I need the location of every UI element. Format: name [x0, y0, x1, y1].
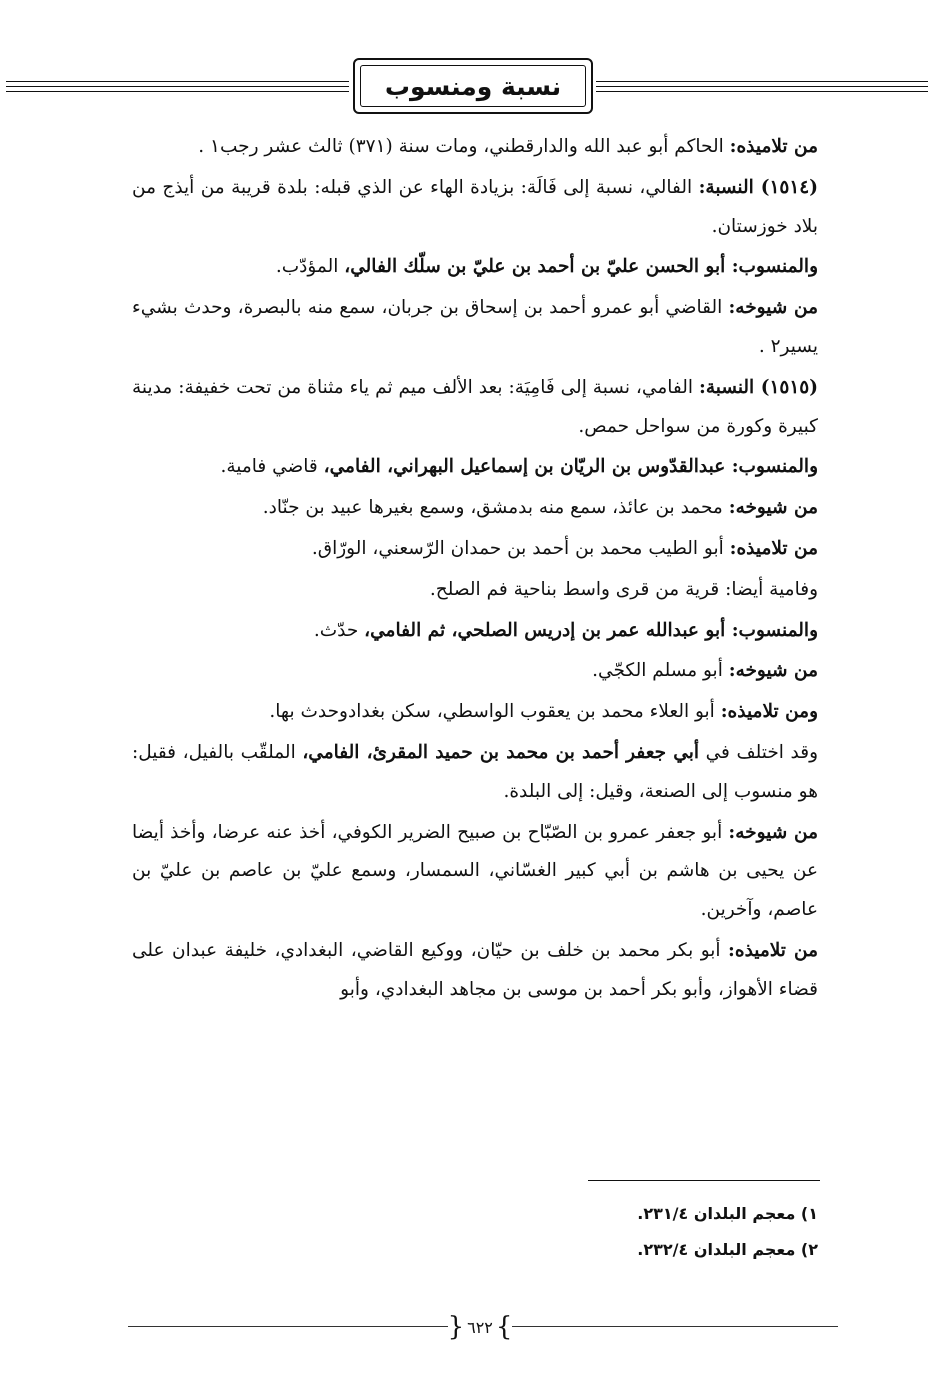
footer-rule-right: [512, 1326, 838, 1327]
page-footer: [0, 1312, 934, 1342]
entry-number: (١٥١٤): [760, 176, 818, 198]
paragraph: [132, 128, 818, 167]
footnote: ٢) معجم البلدان ٢٣٢/٤.: [637, 1240, 818, 1259]
footnotes: [400, 1196, 818, 1268]
field-label: من شيوخه:: [728, 497, 818, 519]
person-name: أبي جعفر أحمد بن محمد بن حميد المقرئ، الفامي،: [302, 741, 699, 763]
person-name: عبدالقدّوس بن الريّان بن إسماعيل البهراني، الفامي،: [323, 456, 732, 478]
header-title-frame: [353, 58, 593, 114]
paragraph-text: الفامي، نسبة إلى فَامِيَة: بعد الألف ميم ثم ياء مثناة من تحت خفيفة: مدينة كبيرة وكورة من سواحل حمص.: [132, 376, 818, 437]
paragraph-text: قاضي فامية.: [220, 456, 324, 478]
field-label: من شيوخه:: [728, 297, 818, 319]
field-label: والمنسوب:: [731, 619, 818, 641]
page-header: [0, 58, 934, 118]
person-name: أبو عبدالله عمر بن إدريس الصلحي، ثم الفامي،: [364, 619, 732, 641]
paragraph: [132, 693, 818, 732]
field-label: من تلاميذه:: [729, 136, 818, 157]
brace-open-icon: }: [495, 1312, 513, 1342]
paragraph-text: الفالي، نسبة إلى فَالَة: بزيادة الهاء عن الذي قبله: بلدة قريبة من أيذج من بلاد خوزستان.: [132, 176, 818, 237]
paragraph-text: أبو مسلم الكجّي.: [592, 660, 729, 682]
header-rule-right: [596, 81, 928, 93]
paragraph: [132, 652, 818, 691]
field-label: من شيوخه:: [728, 821, 818, 843]
paragraph-text: أبو جعفر عمرو بن الصّبّاح بن صبيح الضرير الكوفي، أخذ عنه عرضا، وأخذ أيضا عن يحيى بن هاشم بن أبي كبير الغسّاني، السمسار، وسمع عليّ بن عاصم بن عليّ بن عاصم، وآخرين.: [132, 821, 818, 921]
paragraph: [132, 489, 818, 528]
paragraph: [132, 612, 818, 651]
person-name: أبو الحسن عليّ بن أحمد بن عليّ بن سلّك الفالي،: [344, 256, 732, 278]
paragraph: [132, 289, 818, 367]
page-number: ٦٢٢: [467, 1317, 493, 1337]
field-label: والمنسوب:: [731, 456, 818, 478]
footer-rule-left: [128, 1326, 448, 1327]
field-label: ومن تلاميذه:: [720, 701, 818, 723]
footnote: ١) معجم البلدان ٢٣١/٤.: [637, 1204, 818, 1223]
brace-close-icon: {: [447, 1312, 465, 1342]
paragraph-text: وفامية أيضا: قرية من قرى واسط بناحية فم الصلح.: [429, 578, 818, 600]
entry-nisba: [132, 169, 818, 247]
header-rule-left: [6, 81, 349, 93]
field-label: من تلاميذه:: [729, 537, 818, 559]
paragraph: [132, 248, 818, 287]
paragraph: [132, 734, 818, 812]
paragraph-text: أبو الطيب محمد بن أحمد بن حمدان الرّسعني، الورّاق.: [311, 537, 730, 559]
paragraph-text: الحاكم أبو عبد الله والدارقطني، ومات سنة (٣٧١) ثالث عشر رجب١ .: [198, 136, 730, 157]
paragraph-text: المؤدّب.: [275, 256, 345, 278]
field-label: النسبة:: [698, 376, 761, 398]
paragraph-text: محمد بن عائذ، سمع منه بدمشق، وسمع بغيرها عبيد بن جنّاد.: [262, 497, 729, 519]
entry-number: (١٥١٥): [760, 376, 818, 398]
paragraph-text: أبو بكر محمد بن خلف بن حيّان، ووكيع القاضي، البغدادي، خليفة عبدان على قضاء الأهواز، وأبو بكر أحمد بن موسى بن مجاهد البغدادي، وأبو: [132, 939, 818, 1000]
footnote-divider: [588, 1180, 820, 1181]
page-body: [132, 128, 818, 1012]
field-label: والمنسوب:: [731, 256, 818, 278]
page-number-box: [448, 1312, 512, 1342]
field-label: من شيوخه:: [728, 660, 818, 682]
paragraph: [132, 814, 818, 930]
paragraph-text: الملقّب بالفيل، فقيل: هو منسوب إلى الصنعة، وقيل: إلى البلدة.: [132, 741, 818, 802]
field-label: من تلاميذه:: [728, 939, 818, 961]
paragraph: [132, 530, 818, 569]
paragraph-text: حدّث.: [313, 619, 365, 641]
paragraph-text: وقد اختلف في: [699, 741, 819, 763]
paragraph-text: القاضي أبو عمرو أحمد بن إسحاق بن جربان، سمع منه بالبصرة، وحدث بشيء يسير٢ .: [132, 297, 818, 357]
paragraph: [132, 448, 818, 487]
paragraph-text: أبو العلاء محمد بن يعقوب الواسطي، سكن بغدادوحدث بها.: [269, 701, 721, 723]
entry-nisba: [132, 369, 818, 447]
paragraph: [132, 932, 818, 1010]
paragraph: [132, 571, 818, 610]
field-label: النسبة:: [698, 176, 761, 198]
page-title: نسبة ومنسوب: [384, 71, 562, 101]
